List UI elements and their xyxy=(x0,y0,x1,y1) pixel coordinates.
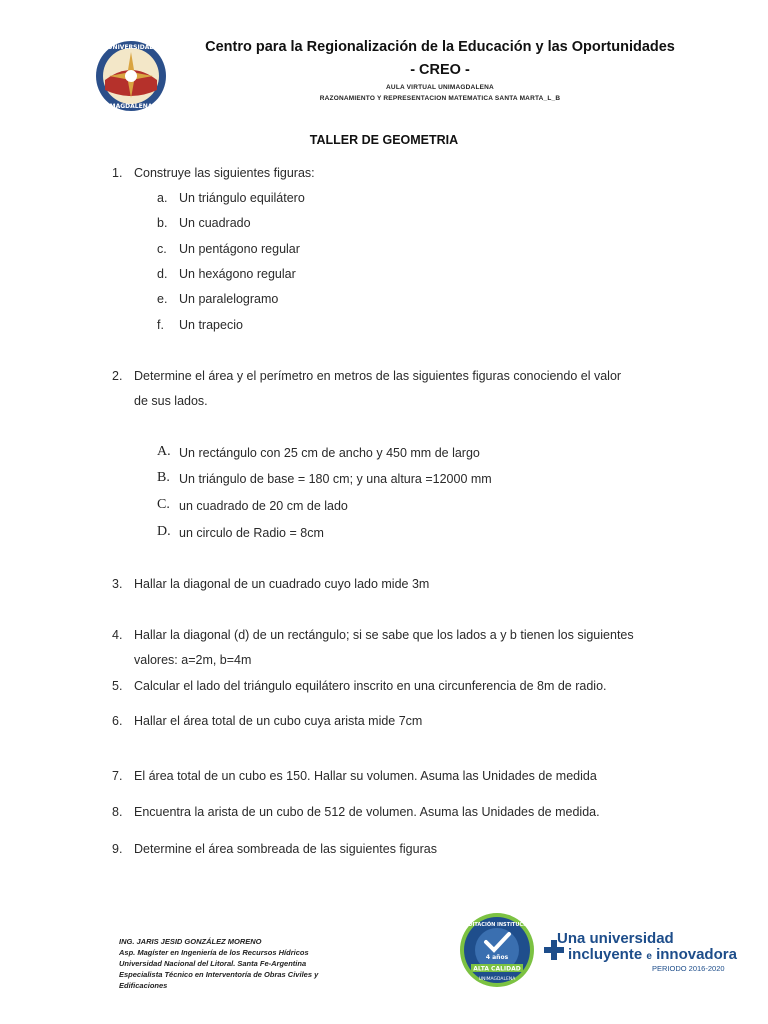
q8-number: 8. xyxy=(112,805,123,819)
q5-text: Calcular el lado del triángulo equilátero inscrito en una circunferencia de 8m de radio. xyxy=(134,679,607,693)
q7-number: 7. xyxy=(112,769,123,783)
q4-number: 4. xyxy=(112,628,123,642)
q1-item-f: Un trapecio xyxy=(179,318,243,332)
slogan-word1: incluyente xyxy=(568,946,643,963)
q1-item-c: Un pentágono regular xyxy=(179,242,300,256)
header-title-line1: Centro para la Regionalización de la Educación y las Oportunidades xyxy=(205,39,675,55)
q8-text: Encuentra la arista de un cubo de 512 de volumen. Asuma las Unidades de medida. xyxy=(134,805,600,819)
q2-item-b-mark: B. xyxy=(157,470,170,485)
q7-text: El área total de un cubo es 150. Hallar su volumen. Asuma las Unidades de medida xyxy=(134,769,597,783)
q1-item-a: Un triángulo equilátero xyxy=(179,191,305,205)
q1-item-f-mark: f. xyxy=(157,318,164,332)
slogan-word2: innovadora xyxy=(656,946,737,963)
q2-item-d: un circulo de Radio = 8cm xyxy=(179,526,324,540)
q2-line2: de sus lados. xyxy=(134,394,208,408)
document-title: TALLER DE GEOMETRIA xyxy=(309,133,459,147)
q1-item-b: Un cuadrado xyxy=(179,216,251,230)
footer-line5: Edificaciones xyxy=(119,981,168,990)
footer-author: ING. JARIS JESID GONZÁLEZ MORENO xyxy=(119,937,262,946)
q1-text: Construye las siguientes figuras: xyxy=(134,166,315,180)
svg-text:UNIMAGDALENA: UNIMAGDALENA xyxy=(478,977,516,982)
q9-number: 9. xyxy=(112,842,123,856)
slogan-period: PERIODO 2016-2020 xyxy=(652,964,725,973)
q2-item-c-mark: C. xyxy=(157,497,170,512)
accreditation-seal xyxy=(453,912,541,988)
q2-item-b: Un triángulo de base = 180 cm; y una altura =12000 mm xyxy=(179,472,492,486)
svg-text:UNIVERSIDAD: UNIVERSIDAD xyxy=(107,44,155,51)
svg-text:4 años: 4 años xyxy=(485,954,509,961)
header-subtitle-line2: RAZONAMIENTO Y REPRESENTACION MATEMATICA SANTA MARTA_L_B xyxy=(319,95,561,102)
q2-item-a: Un rectángulo con 25 cm de ancho y 450 mm de largo xyxy=(179,446,480,460)
q6-text: Hallar el área total de un cubo cuya arista mide 7cm xyxy=(134,714,423,728)
q1-number: 1. xyxy=(112,166,123,180)
footer-line4: Especialista Técnico en Interventoría de Obras Civiles y xyxy=(119,970,319,979)
q2-item-d-mark: D. xyxy=(157,524,171,539)
svg-text:MAGDALENA: MAGDALENA xyxy=(109,103,153,110)
q1-item-c-mark: c. xyxy=(157,242,167,256)
q1-item-e: Un paralelogramo xyxy=(179,292,279,306)
slogan-and: e xyxy=(646,951,652,962)
slogan-line2 xyxy=(568,946,737,963)
q3-number: 3. xyxy=(112,577,123,591)
q1-item-b-mark: b. xyxy=(157,216,168,230)
q4-line2: valores: a=2m, b=4m xyxy=(134,653,252,667)
q6-number: 6. xyxy=(112,714,123,728)
q2-number: 2. xyxy=(112,369,123,383)
header-subtitle-line1: AULA VIRTUAL UNIMAGDALENA xyxy=(386,84,494,91)
header-title-line2: - CREO - xyxy=(410,62,470,78)
q2-line1: Determine el área y el perímetro en metros de las siguientes figuras conociendo el valor xyxy=(134,369,622,383)
slogan-line1: Una universidad xyxy=(557,930,674,947)
q5-number: 5. xyxy=(112,679,123,693)
q4-line1: Hallar la diagonal (d) de un rectángulo; si se sabe que los lados a y b tienen los siguientes xyxy=(134,628,634,642)
q2-item-c: un cuadrado de 20 cm de lado xyxy=(179,499,348,513)
footer-line3: Universidad Nacional del Litoral. Santa Fe-Argentina xyxy=(119,959,307,968)
q3-text: Hallar la diagonal de un cuadrado cuyo lado mide 3m xyxy=(134,577,430,591)
q1-item-e-mark: e. xyxy=(157,292,168,306)
q1-item-d-mark: d. xyxy=(157,267,168,281)
footer-line2: Asp. Magíster en Ingeniería de los Recursos Hídricos xyxy=(119,948,309,957)
q9-text: Determine el área sombreada de las siguientes figuras xyxy=(134,842,437,856)
svg-text:ACREDITACIÓN INSTITUCIONAL: ACREDITACIÓN INSTITUCIONAL xyxy=(453,922,541,928)
svg-text:ALTA CALIDAD: ALTA CALIDAD xyxy=(473,965,521,973)
q2-item-a-mark: A. xyxy=(157,444,171,459)
q1-item-d: Un hexágono regular xyxy=(179,267,296,281)
university-logo xyxy=(95,40,167,112)
q1-item-a-mark: a. xyxy=(157,191,168,205)
